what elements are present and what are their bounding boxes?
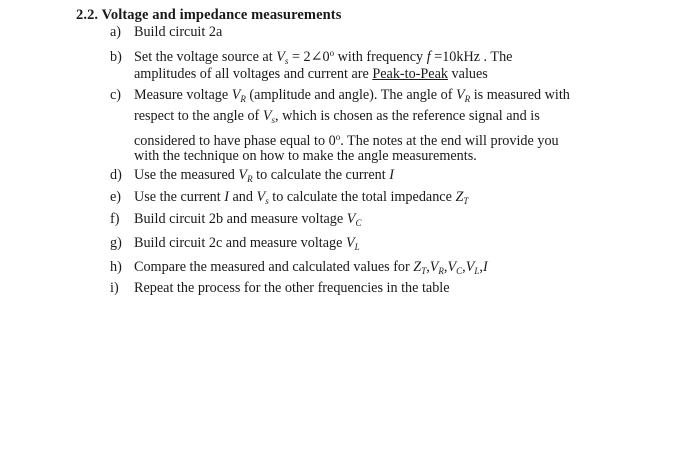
comma: , [462, 259, 466, 275]
symbol-v: V [429, 259, 439, 275]
symbol-v: V [238, 167, 248, 183]
item-label: a) [110, 24, 122, 40]
symbol-v: V [447, 259, 457, 275]
subscript: s [265, 196, 269, 206]
subscript: R [464, 94, 471, 104]
item-label: g) [110, 235, 122, 251]
subscript: R [240, 94, 246, 104]
underlined-term: Peak-to-Peak [372, 66, 448, 82]
symbol-i: I [224, 189, 229, 205]
item-label: i) [110, 280, 119, 296]
comma: , [426, 259, 430, 275]
symbol-z: Z [413, 259, 422, 275]
item-text: respect to the angle of [134, 108, 260, 124]
item-label: d) [110, 167, 122, 183]
item-text: with frequency [337, 49, 424, 65]
item-text: Use the measured [134, 167, 235, 183]
item-text: . The notes at the end will provide you [340, 133, 559, 149]
comma: , [443, 259, 448, 275]
item-text: considered to have phase equal to 0 [134, 133, 336, 149]
symbol-v: V [346, 211, 356, 227]
subscript: L [474, 266, 480, 276]
item-text: is measured with [473, 87, 570, 103]
comma: , [479, 259, 483, 275]
item-text: , which is chosen as the reference signal and is [275, 108, 540, 124]
item-text: Measure voltage [134, 87, 229, 103]
degree-mark: o [335, 132, 341, 142]
symbol-v: V [276, 49, 285, 65]
item-label: f) [110, 211, 120, 227]
item-text: =10kHz . The [434, 49, 513, 65]
list-item-f [110, 209, 361, 234]
subscript: R [438, 266, 444, 276]
item-text: Build circuit 2c and measure voltage [134, 235, 343, 251]
symbol-z: Z [455, 189, 464, 205]
item-label: b) [110, 49, 122, 65]
item-label: c) [110, 87, 122, 103]
item-text: Build circuit 2a [134, 24, 223, 40]
symbol-v: V [256, 189, 266, 205]
symbol-f: f [426, 49, 431, 65]
symbol-v: V [456, 87, 465, 103]
item-label: e) [110, 189, 122, 205]
symbol-i: I [389, 167, 394, 183]
subscript: L [354, 242, 360, 252]
section-heading: 2.2. Voltage and impedance measurements [76, 7, 342, 23]
list-item-c-line-4 [134, 146, 477, 167]
item-text: Compare the measured and calculated values for [134, 259, 410, 275]
item-text: to calculate the current [256, 167, 386, 183]
item-text: Use the current [134, 189, 221, 205]
item-text: with the technique on how to make the angle measurements. [134, 148, 477, 164]
subscript: T [463, 196, 469, 206]
degree-mark: o [329, 48, 335, 58]
item-text: to calculate the total impedance [272, 189, 452, 205]
item-text: Repeat the process for the other frequencies in the table [134, 280, 450, 296]
list-item-g [110, 233, 360, 258]
list-item-b-line-2 [134, 64, 488, 85]
item-text: Set the voltage source at [134, 49, 273, 65]
subscript: s [271, 115, 276, 125]
subscript: T [421, 266, 427, 276]
item-text: Build circuit 2b and measure voltage [134, 211, 344, 227]
list-item-i [110, 278, 450, 299]
subscript: C [355, 218, 362, 228]
subscript: s [284, 56, 289, 66]
symbol-v: V [262, 108, 272, 124]
symbol-v: V [345, 235, 355, 251]
item-text: amplitudes of all voltages and current are [134, 66, 369, 82]
item-text: and [232, 189, 253, 205]
item-text: (amplitude and angle). The angle of [249, 87, 453, 103]
symbol-v: V [231, 87, 241, 103]
item-label: h) [110, 259, 122, 275]
list-item-a [110, 22, 222, 43]
item-text: values [451, 66, 488, 82]
item-text: = 2∠0 [291, 49, 330, 65]
subscript: C [456, 266, 463, 276]
symbol-i: I [482, 259, 488, 275]
subscript: R [247, 174, 253, 184]
symbol-v: V [465, 259, 475, 275]
